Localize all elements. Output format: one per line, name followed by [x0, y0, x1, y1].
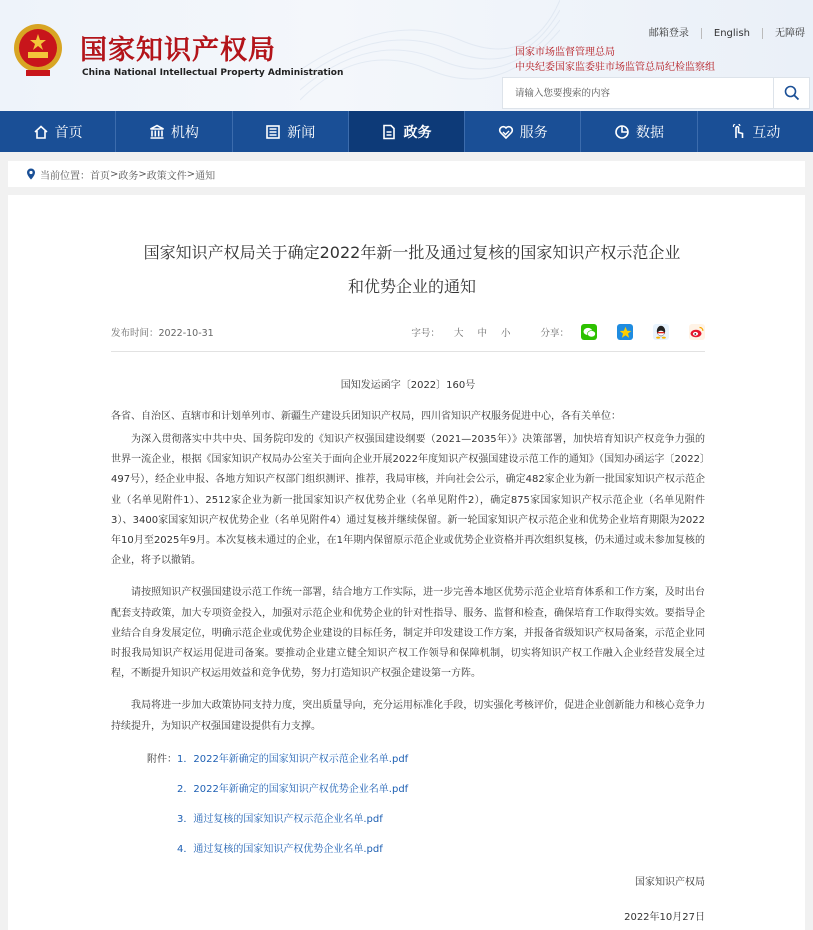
body-paragraph: 我局将进一步加大政策协同支持力度，突出质量导向，充分运用标准化手段，切实强化考核评价，促进企业创新能力和核心竞争力持续提升，为知识产权强国建设提供有力支撑。: [111, 700, 705, 732]
qq-icon: [655, 325, 667, 339]
font-size-label: 字号：: [411, 328, 440, 339]
qzone-share-icon[interactable]: [617, 324, 633, 340]
weibo-icon: [690, 326, 704, 338]
article: [8, 195, 805, 930]
discipline-org-link[interactable]: 中央纪委国家监委驻市场监管总局纪检监察组: [515, 62, 715, 73]
newspaper-icon: [265, 124, 281, 140]
attachment-row: [111, 841, 705, 859]
star-icon: [619, 326, 632, 339]
site-header: [0, 0, 813, 111]
wechat-icon: [583, 327, 596, 338]
nav-institutions-label: 机构: [170, 124, 199, 141]
breadcrumb-policy-documents[interactable]: 政策文件: [146, 170, 187, 182]
body-paragraph: 请按照知识产权强国建设示范工作统一部署，结合地方工作实际，进一步完善本地区优势示范企业培育体系和工作方案，及时出台配套支持政策，加大专项资金投入，加强对示范企业和优势企业的针对性指导、服务、监督和检查，确保培育工作取得实效。要指导企业结合自身发展定位，明确示范企业或优势企业建设的目标任务，制定并印发建设工作方案，并报备省级知识产权局备案，示范企业同时报我局知识产权运用促进司备案。要推动企业建立健全知识产权工作领导和保障机制，切实将知识产权工作融入企业经营发展全过程，不断提升知识产权运用效益和竞争优势，努力打造知识产权强企建设第一方阵。: [111, 587, 705, 680]
wechat-share-icon[interactable]: [581, 324, 597, 340]
document-number: 国知发运函字〔2022〕160号: [340, 380, 476, 391]
search-box: [502, 77, 810, 109]
english-link[interactable]: English: [702, 28, 763, 39]
font-size-medium[interactable]: 中: [477, 328, 487, 339]
breadcrumb-home[interactable]: 首页: [90, 170, 110, 182]
pie-chart-icon: [614, 124, 630, 140]
parent-org-link[interactable]: 国家市场监督管理总局: [515, 47, 615, 58]
logo-title[interactable]: 国家知识产权局: [80, 35, 276, 66]
weibo-share-icon[interactable]: [689, 324, 705, 340]
qq-share-icon[interactable]: [653, 324, 669, 340]
attachment-link-2[interactable]: 2．2022年新确定的国家知识产权优势企业名单.pdf: [177, 783, 409, 795]
attachments: [111, 751, 705, 859]
nav-government-affairs[interactable]: [349, 111, 465, 152]
article-title-line-2: 和优势企业的通知: [347, 277, 476, 296]
breadcrumb-government-affairs[interactable]: 政务: [118, 170, 139, 182]
breadcrumb-separator: >: [110, 168, 119, 180]
search-button[interactable]: [773, 78, 809, 108]
breadcrumb-notices[interactable]: 通知: [195, 170, 216, 182]
location-pin-icon: [26, 168, 36, 180]
article-meta: [111, 319, 705, 345]
share-bar: [540, 324, 705, 340]
search-icon: [784, 85, 800, 101]
nav-institutions[interactable]: [116, 111, 232, 152]
nav-home[interactable]: [0, 111, 116, 152]
attachment-row: [111, 811, 705, 829]
font-size-control: [411, 325, 510, 339]
salutation: 各省、自治区、直辖市和计划单列市、新疆生产建设兵团知识产权局，四川省知识产权服务促进中心，各有关单位：: [111, 411, 621, 422]
font-size-small[interactable]: 小: [500, 328, 511, 339]
nav-services-label: 服务: [519, 124, 548, 141]
article-title-line-1: 国家知识产权局关于确定2022年新一批及通过复核的国家知识产权示范企业: [143, 243, 681, 262]
share-label: 分享：: [540, 328, 569, 339]
home-icon: [33, 124, 49, 140]
article-title: [111, 195, 705, 301]
nav-news[interactable]: [233, 111, 349, 152]
national-emblem-icon: [12, 22, 64, 78]
sign-date: 2022年10月27日: [624, 911, 705, 923]
handshake-icon: [498, 124, 514, 140]
main-nav: [0, 111, 813, 152]
logo-subtitle: China National Intellectual Property Administration: [82, 68, 344, 78]
nav-home-label: 首页: [54, 124, 83, 141]
nav-interaction[interactable]: [698, 111, 813, 152]
attachment-link-4[interactable]: 4．通过复核的国家知识产权优势企业名单.pdf: [177, 843, 383, 855]
publish-date: 2022-10-31: [158, 328, 214, 339]
attachment-link-1[interactable]: 1．2022年新确定的国家知识产权示范企业名单.pdf: [177, 753, 409, 765]
nav-data-label: 数据: [636, 124, 665, 141]
meta-divider: [111, 351, 705, 352]
attachment-row: [111, 751, 705, 769]
pointer-icon: [730, 124, 746, 140]
attachment-label: 附件：: [147, 753, 177, 765]
breadcrumb: [8, 161, 805, 187]
breadcrumb-prefix: 当前位置：: [40, 170, 90, 182]
nav-government-affairs-label: 政务: [403, 124, 432, 141]
nav-interaction-label: 互动: [752, 124, 781, 141]
body-paragraph: 为深入贯彻落实中共中央、国务院印发的《知识产权强国建设纲要（2021—2035年）》决策部署，加快培育知识产权竞争力强的世界一流企业，根据《国家知识产权局办公室关于面向企业开展2022年度知识产权强国建设示范工作的通知》（国知办函运字〔2022〕497号），经企业申报、各地方知识产权部门组织测评、推荐，我局审核，并向社会公示，确定482家企业为新一批国家知识产权示范企业（名单见附件1）、2512家企业为新一批国家知识产权优势企业（名单见附件2），确定875家国家知识产权示范企业（名单见附件3）、3400家国家知识产权优势企业（名单见附件4）通过复核并继续保留。新一轮国家知识产权示范企业和优势企业培育期限为2022年10月至2025年9月。本次复核未通过的企业，在1年期内保留原示范企业或优势企业资格并再次组织复核，仍未通过或未参加复核的企业，将予以撤销。: [111, 434, 705, 567]
top-links: [637, 28, 807, 39]
nav-services[interactable]: [465, 111, 581, 152]
nav-data[interactable]: [581, 111, 697, 152]
attachment-link-3[interactable]: 3．通过复核的国家知识产权示范企业名单.pdf: [177, 813, 383, 825]
signer: 国家知识产权局: [635, 876, 705, 888]
publish-label: 发布时间：: [111, 328, 159, 339]
building-icon: [149, 124, 165, 140]
breadcrumb-separator: >: [138, 168, 147, 180]
publish-info: [111, 325, 411, 339]
accessibility-link[interactable]: 无障碍: [775, 28, 805, 39]
breadcrumb-separator: >: [186, 168, 196, 180]
document-icon: [381, 124, 397, 140]
nav-news-label: 新闻: [287, 124, 316, 141]
attachment-row: [111, 781, 705, 799]
search-input[interactable]: [503, 78, 773, 108]
font-size-large[interactable]: 大: [453, 328, 464, 339]
mail-login-link[interactable]: 邮箱登录: [637, 28, 702, 39]
